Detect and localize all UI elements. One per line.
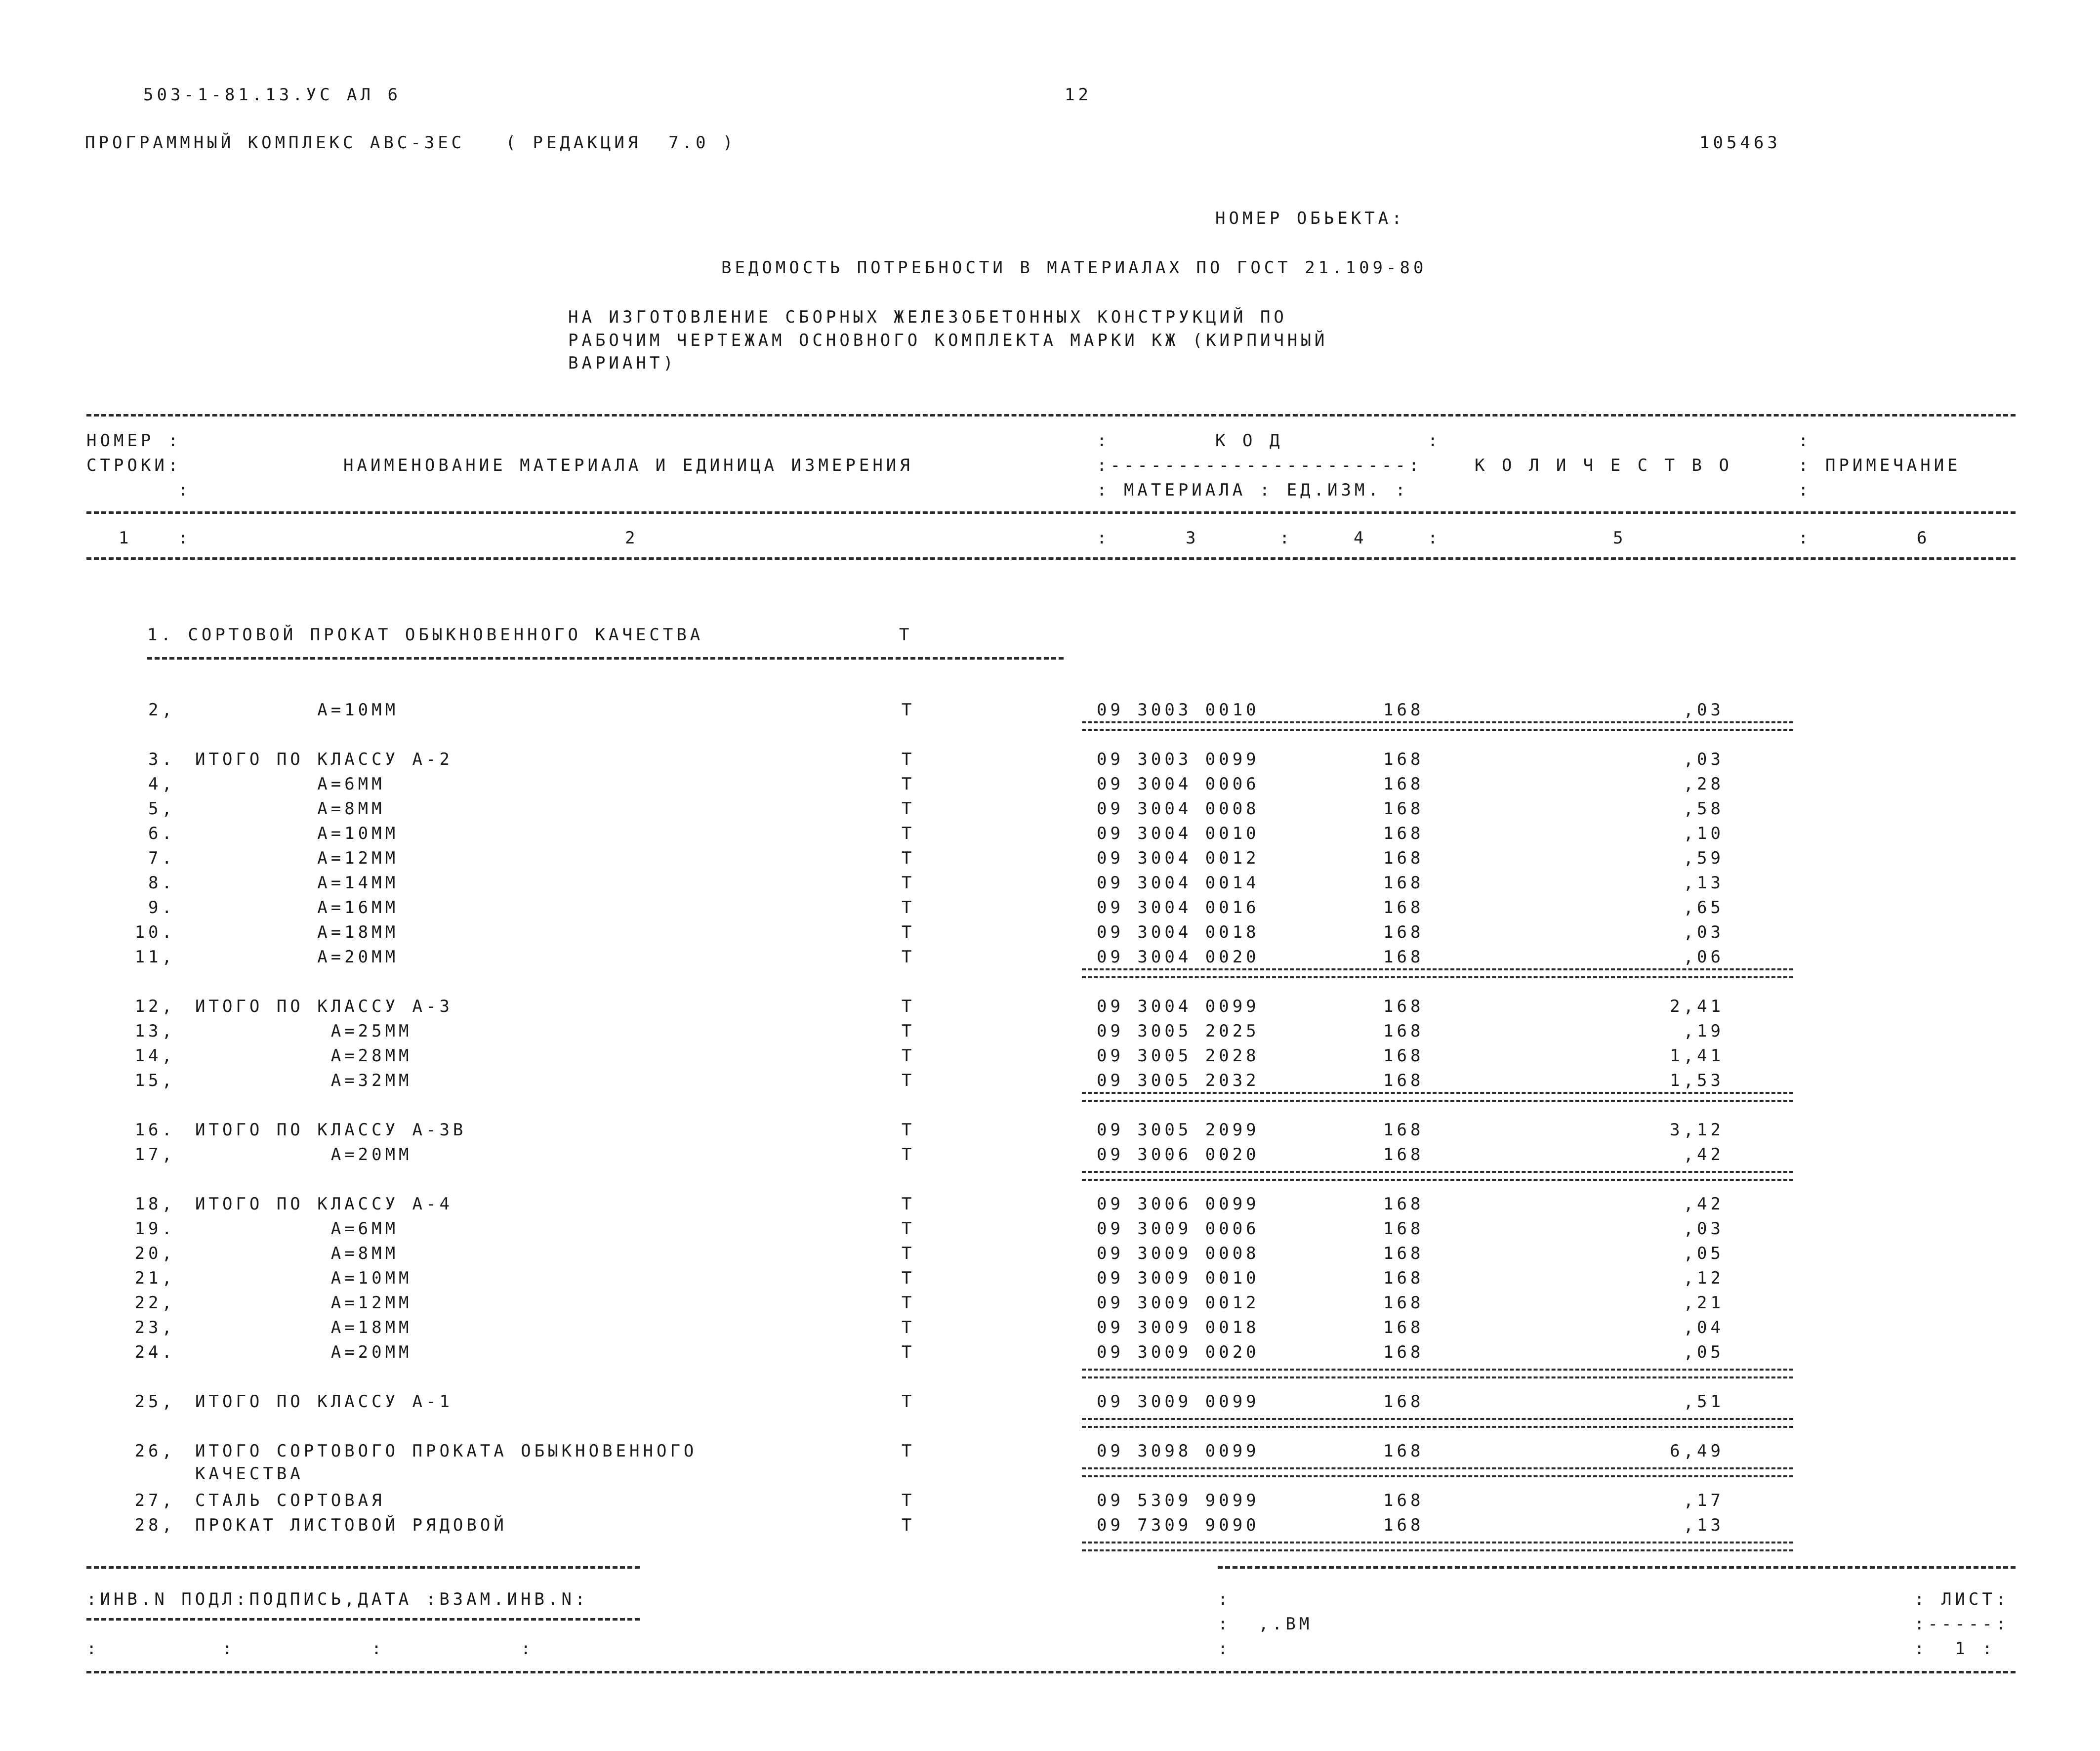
header-code-subcolumns: : МАТЕРИАЛА : ЕД.ИЗМ. : [1097, 480, 1409, 500]
subtitle-line-2: РАБОЧИМ ЧЕРТЕЖАМ ОСНОВНОГО КОМПЛЕКТА МАРКИ КЖ (КИРПИЧНЫЙ [568, 331, 1328, 350]
unit-code: 168 [1383, 1268, 1424, 1288]
unit: Т [902, 1515, 915, 1535]
material-code: 09 3005 2032 [1097, 1071, 1260, 1090]
header-colon: : [1428, 431, 1441, 451]
material-name: ИТОГО ПО КЛАССУ А-4 [195, 1194, 453, 1214]
column-number-1: 1 [119, 528, 132, 548]
sheet-label: : ЛИСТ: [1914, 1589, 2010, 1609]
row-number: 15, [134, 1071, 175, 1090]
unit: Т [902, 824, 915, 843]
material-code: 09 3009 0020 [1097, 1342, 1260, 1362]
material-code: 09 3004 0016 [1097, 898, 1260, 917]
row-number: 8. [148, 873, 175, 893]
row-number: 7. [148, 848, 175, 868]
unit-code: 168 [1383, 1491, 1424, 1510]
document-title: ВЕДОМОСТЬ ПОТРЕБНОСТИ В МАТЕРИАЛАХ ПО ГОСТ 21.109-80 [721, 258, 1427, 278]
unit-code: 168 [1383, 997, 1424, 1016]
quantity: ,59 [1683, 848, 1724, 868]
header-bottom-rule [86, 557, 2016, 560]
unit-code: 168 [1383, 922, 1424, 942]
quantity: ,06 [1683, 947, 1724, 967]
quantity: ,42 [1683, 1145, 1724, 1165]
quantity: 6,49 [1670, 1441, 1724, 1461]
unit: Т [902, 848, 915, 868]
unit-code: 168 [1383, 774, 1424, 794]
unit: Т [902, 1046, 915, 1066]
material-code: 09 3009 0006 [1097, 1219, 1260, 1239]
unit-code: 168 [1383, 1194, 1424, 1214]
unit: Т [902, 1318, 915, 1337]
header-colon: : [1097, 431, 1111, 451]
unit-code: 168 [1383, 1392, 1424, 1412]
unit-code: 168 [1383, 898, 1424, 917]
total-double-rule [1082, 1418, 1793, 1428]
unit-code: 168 [1383, 1145, 1424, 1165]
section-title: 1. СОРТОВОЙ ПРОКАТ ОБЫКНОВЕННОГО КАЧЕСТВА [147, 625, 704, 645]
material-code: 09 3005 2099 [1097, 1120, 1260, 1140]
material-code: 09 3009 0099 [1097, 1392, 1260, 1412]
unit-code: 168 [1383, 1244, 1424, 1263]
material-name: А=18ММ [195, 922, 399, 942]
material-code: 09 3006 0020 [1097, 1145, 1260, 1165]
unit-code: 168 [1383, 873, 1424, 893]
material-name: ПРОКАТ ЛИСТОВОЙ РЯДОВОЙ [195, 1515, 507, 1535]
unit-code: 168 [1383, 1021, 1424, 1041]
quantity: ,65 [1683, 898, 1724, 917]
material-name: ИТОГО СОРТОВОГО ПРОКАТА ОБЫКНОВЕННОГО [195, 1441, 698, 1461]
page-number: 12 [1065, 85, 1092, 105]
quantity: 1,53 [1670, 1071, 1724, 1090]
material-name: А=28ММ [195, 1046, 412, 1066]
unit-code: 168 [1383, 1071, 1424, 1090]
unit: Т [902, 1244, 915, 1263]
quantity: ,12 [1683, 1268, 1724, 1288]
material-code: 09 5309 9099 [1097, 1491, 1260, 1510]
unit: Т [902, 1021, 915, 1041]
row-number: 9. [148, 898, 175, 917]
row-number: 20, [134, 1244, 175, 1263]
header-row-number-1: НОМЕР : [86, 431, 182, 451]
quantity: ,04 [1683, 1318, 1724, 1337]
material-code: 09 7309 9090 [1097, 1515, 1260, 1535]
column-number-6: 6 [1917, 528, 1931, 548]
unit-code: 168 [1383, 1515, 1424, 1535]
unit: Т [902, 1120, 915, 1140]
unit: Т [902, 997, 915, 1016]
quantity: ,03 [1683, 922, 1724, 942]
column-number-4: 4 [1354, 528, 1367, 548]
material-name: А=16ММ [195, 898, 399, 917]
unit-code: 168 [1383, 1342, 1424, 1362]
material-name: А=8ММ [195, 799, 385, 819]
material-name: ИТОГО ПО КЛАССУ А-3 [195, 997, 453, 1016]
row-number: 6. [148, 824, 175, 843]
quantity: ,03 [1683, 700, 1724, 720]
row-number: 3. [148, 750, 175, 769]
row-number: 13, [134, 1021, 175, 1041]
material-name: А=12ММ [195, 848, 399, 868]
unit: Т [902, 799, 915, 819]
row-number: 16. [134, 1120, 175, 1140]
header-quantity: К О Л И Ч Е С Т В О [1475, 456, 1732, 475]
material-code: 09 3098 0099 [1097, 1441, 1260, 1461]
unit: Т [902, 1268, 915, 1288]
unit: Т [902, 1145, 915, 1165]
unit: Т [902, 1392, 915, 1412]
row-number: 17, [134, 1145, 175, 1165]
stamp-row: : : : : [86, 1639, 535, 1659]
header-note: : ПРИМЕЧАНИЕ [1798, 456, 1961, 475]
material-name: А=32ММ [195, 1071, 412, 1090]
quantity: ,10 [1683, 824, 1724, 843]
footer-top-rule [1218, 1566, 2016, 1569]
material-name: ИТОГО ПО КЛАССУ А-3В [195, 1120, 467, 1140]
stamp-header: :ИНВ.N ПОДЛ:ПОДПИСЬ,ДАТА :ВЗАМ.ИНВ.N: [86, 1589, 589, 1609]
material-code: 09 3009 0010 [1097, 1268, 1260, 1288]
material-code: 09 3006 0099 [1097, 1194, 1260, 1214]
total-double-rule [1082, 968, 1793, 978]
unit-code: 168 [1383, 700, 1424, 720]
row-number: 14, [134, 1046, 175, 1066]
unit: Т [902, 1342, 915, 1362]
subtitle-line-1: НА ИЗГОТОВЛЕНИЕ СБОРНЫХ ЖЕЛЕЗОБЕТОННЫХ КОНСТРУКЦИЙ ПО [568, 307, 1287, 327]
material-name: ИТОГО ПО КЛАССУ А-2 [195, 750, 453, 769]
unit: Т [902, 898, 915, 917]
row-number: 25, [134, 1392, 175, 1412]
unit: Т [902, 1293, 915, 1313]
material-name: А=8ММ [195, 1244, 399, 1263]
footer-colon: : [1218, 1589, 1232, 1609]
material-code: 09 3004 0018 [1097, 922, 1260, 942]
unit: Т [902, 1194, 915, 1214]
row-number: 26, [134, 1441, 175, 1461]
material-code: 09 3003 0010 [1097, 700, 1260, 720]
material-name: А=10ММ [195, 824, 399, 843]
section-rule [147, 657, 1064, 660]
total-double-rule [1082, 1467, 1793, 1477]
unit-code: 168 [1383, 1219, 1424, 1239]
row-number: 24. [134, 1342, 175, 1362]
quantity: 2,41 [1670, 997, 1724, 1016]
quantity: ,28 [1683, 774, 1724, 794]
header-colon: : [1279, 528, 1293, 548]
column-number-3: 3 [1186, 528, 1199, 548]
row-number: 23, [134, 1318, 175, 1337]
row-number: 4, [148, 774, 175, 794]
material-code: 09 3004 0008 [1097, 799, 1260, 819]
total-double-rule [1082, 1369, 1793, 1378]
page-bottom-rule [86, 1671, 2016, 1673]
material-name-continued: КАЧЕСТВА [195, 1464, 304, 1484]
total-double-rule [1082, 721, 1793, 731]
total-double-rule [1082, 1542, 1793, 1551]
footer-colon: : [1218, 1639, 1232, 1659]
material-name: СТАЛЬ СОРТОВАЯ [195, 1491, 385, 1510]
quantity: ,19 [1683, 1021, 1724, 1041]
quantity: ,17 [1683, 1491, 1724, 1510]
row-number: 28, [134, 1515, 175, 1535]
unit: Т [902, 922, 915, 942]
quantity: ,13 [1683, 1515, 1724, 1535]
quantity: ,03 [1683, 750, 1724, 769]
material-code: 09 3003 0099 [1097, 750, 1260, 769]
quantity: ,58 [1683, 799, 1724, 819]
total-double-rule [1082, 1092, 1793, 1102]
quantity: ,13 [1683, 873, 1724, 893]
row-number: 2, [148, 700, 175, 720]
quantity: ,05 [1683, 1342, 1724, 1362]
material-name: А=20ММ [195, 947, 399, 967]
unit: Т [902, 873, 915, 893]
header-code-separator: :----------------------: [1097, 456, 1423, 475]
unit-code: 168 [1383, 1046, 1424, 1066]
material-code: 09 3004 0012 [1097, 848, 1260, 868]
document-code: 503-1-81.13.УС АЛ 6 [143, 85, 401, 105]
row-number: 22, [134, 1293, 175, 1313]
quantity: 3,12 [1670, 1120, 1724, 1140]
material-name: А=6ММ [195, 1219, 399, 1239]
material-code: 09 3004 0006 [1097, 774, 1260, 794]
unit-code: 168 [1383, 1441, 1424, 1461]
material-code: 09 3004 0014 [1097, 873, 1260, 893]
quantity: 1,41 [1670, 1046, 1724, 1066]
row-number: 5, [148, 799, 175, 819]
material-name: А=18ММ [195, 1318, 412, 1337]
stamp-mid-rule [86, 1618, 640, 1621]
row-number: 18, [134, 1194, 175, 1214]
material-name: ИТОГО ПО КЛАССУ А-1 [195, 1392, 453, 1412]
material-name: А=14ММ [195, 873, 399, 893]
row-number: 21, [134, 1268, 175, 1288]
program-name: ПРОГРАММНЫЙ КОМПЛЕКС АВС-3ЕС ( РЕДАКЦИЯ 7.0 ) [85, 133, 737, 153]
material-name: А=25ММ [195, 1021, 412, 1041]
sheet-number: : 1 : [1914, 1639, 1996, 1659]
header-colon: : [1428, 528, 1441, 548]
unit-code: 168 [1383, 799, 1424, 819]
row-number: 19. [134, 1219, 175, 1239]
header-colon: : [178, 528, 192, 548]
document-number: 105463 [1699, 133, 1781, 153]
header-colon: : [1097, 528, 1111, 548]
table-top-rule [86, 414, 2016, 417]
quantity: ,03 [1683, 1219, 1724, 1239]
header-colon: : [1798, 480, 1812, 500]
column-number-5: 5 [1613, 528, 1627, 548]
column-number-2: 2 [625, 528, 639, 548]
unit-code: 168 [1383, 750, 1424, 769]
header-colon: : [1798, 528, 1812, 548]
row-number: 11, [134, 947, 175, 967]
material-name: А=12ММ [195, 1293, 412, 1313]
row-number: 27, [134, 1491, 175, 1510]
unit-code: 168 [1383, 824, 1424, 843]
header-rule [86, 511, 2016, 514]
unit-code: 168 [1383, 1120, 1424, 1140]
unit: Т [902, 1219, 915, 1239]
material-name: А=20ММ [195, 1145, 412, 1165]
material-code: 09 3005 2025 [1097, 1021, 1260, 1041]
material-code: 09 3009 0018 [1097, 1318, 1260, 1337]
material-code: 09 3005 2028 [1097, 1046, 1260, 1066]
material-name: А=10ММ [195, 1268, 412, 1288]
total-double-rule [1082, 1171, 1793, 1181]
unit-code: 168 [1383, 1293, 1424, 1313]
material-name: А=20ММ [195, 1342, 412, 1362]
unit-code: 168 [1383, 1318, 1424, 1337]
section-unit: Т [899, 625, 913, 645]
material-code: 09 3009 0012 [1097, 1293, 1260, 1313]
material-code: 09 3004 0020 [1097, 947, 1260, 967]
unit: Т [902, 1441, 915, 1461]
material-name: А=10ММ [195, 700, 399, 720]
subtitle-line-3: ВАРИАНТ) [568, 353, 677, 373]
quantity: ,51 [1683, 1392, 1724, 1412]
quantity: ,21 [1683, 1293, 1724, 1313]
stamp-top-rule [86, 1566, 640, 1569]
material-name: А=6ММ [195, 774, 385, 794]
unit: Т [902, 1491, 915, 1510]
unit-code: 168 [1383, 848, 1424, 868]
header-code: К О Д [1215, 431, 1283, 451]
header-row-number-2: СТРОКИ: [86, 456, 182, 475]
material-code: 09 3004 0099 [1097, 997, 1260, 1016]
unit: Т [902, 774, 915, 794]
footer-value: : ,.ВМ [1218, 1614, 1313, 1634]
object-number-label: НОМЕР ОБЬЕКТА: [1215, 208, 1405, 228]
sheet-separator: :-----: [1914, 1614, 2010, 1634]
unit: Т [902, 1071, 915, 1090]
unit-code: 168 [1383, 947, 1424, 967]
row-number: 10. [134, 922, 175, 942]
quantity: ,05 [1683, 1244, 1724, 1263]
unit: Т [902, 750, 915, 769]
quantity: ,42 [1683, 1194, 1724, 1214]
row-number: 12, [134, 997, 175, 1016]
header-material-name: НАИМЕНОВАНИЕ МАТЕРИАЛА И ЕДИНИЦА ИЗМЕРЕНИЯ [343, 456, 913, 475]
material-code: 09 3004 0010 [1097, 824, 1260, 843]
unit: Т [902, 947, 915, 967]
material-code: 09 3009 0008 [1097, 1244, 1260, 1263]
header-colon: : [178, 480, 192, 500]
header-colon: : [1798, 431, 1812, 451]
unit: Т [902, 700, 915, 720]
